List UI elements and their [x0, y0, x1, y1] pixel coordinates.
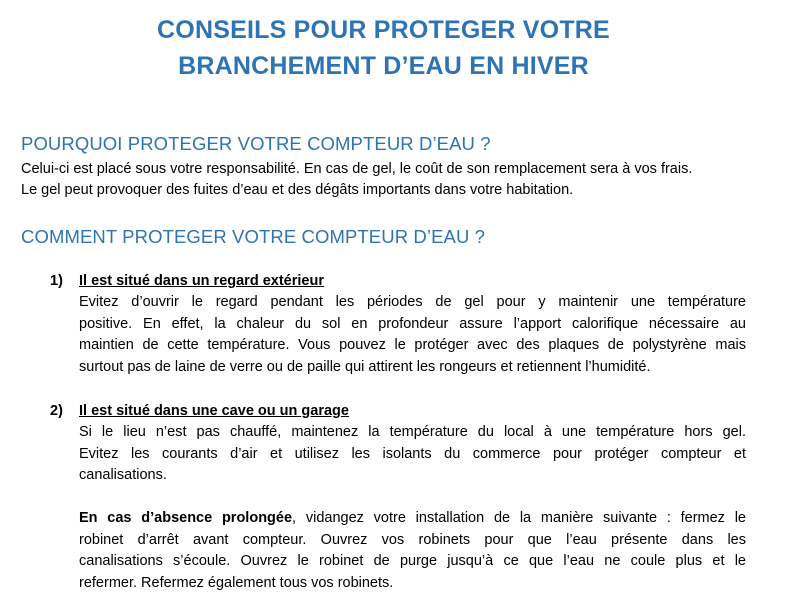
body-line: positive. En effet, la chaleur du sol en profondeur assure l’apport calorifique nécessaire au	[79, 315, 746, 332]
body-line: canalisations.	[79, 467, 167, 483]
note-line: refermer. Refermez également tous vos robinets.	[79, 574, 394, 591]
body-line: Si le lieu n’est pas chauffé, maintenez la température du local à une température hors gel.	[79, 424, 746, 440]
body-line: maintien de cette température. Vous pouvez le protéger avec des plaques de polystyrène mais	[79, 337, 746, 353]
body-line: surtout pas de laine de verre ou de paille qui attirent les rongeurs et retiennent l’humidité.	[79, 358, 651, 375]
title-line-1: CONSEILS POUR PROTEGER VOTRE	[157, 16, 610, 44]
absence-note	[79, 508, 746, 594]
body-line: Evitez d’ouvrir le regard pendant les périodes de gel pour y maintenir une température	[79, 294, 746, 310]
list-item-body	[79, 422, 746, 487]
title-line-2: BRANCHEMENT D’EAU EN HIVER	[178, 52, 589, 80]
body-line: Evitez les courants d’air et utilisez les isolants du commerce pour protéger compteur et	[79, 445, 746, 462]
section-heading-why: POURQUOI PROTEGER VOTRE COMPTEUR D’EAU ?	[21, 133, 491, 154]
note-bold-label: En cas d’absence prolongée	[79, 510, 293, 526]
list-item-body	[79, 292, 746, 378]
list-item-number: 1)	[50, 273, 63, 289]
document-title	[0, 12, 767, 84]
list-item-heading: Il est situé dans une cave ou un garage	[79, 403, 349, 419]
list-item-heading: Il est situé dans un regard extérieur	[79, 273, 324, 289]
note-line-rest: , vidangez votre installation de la manière suivante : fermez le	[292, 510, 746, 526]
note-line: canalisations s’écoule. Ouvrez le robinet de purge jusqu’à ce que l’eau ne coule plus et le	[79, 553, 746, 569]
list-item-number: 2)	[50, 403, 63, 419]
note-line: robinet d’arrêt avant compteur. Ouvrez vos robinets pour que l’eau présente dans les	[79, 531, 746, 548]
section-why-paragraph	[21, 159, 692, 201]
paragraph-line: Celui-ci est placé sous votre responsabilité. En cas de gel, le coût de son remplacement sera à vos frais.	[21, 161, 693, 177]
paragraph-line: Le gel peut provoquer des fuites d’eau et des dégâts importants dans votre habitation.	[21, 182, 574, 198]
note-line	[79, 508, 746, 530]
section-heading-how: COMMENT PROTEGER VOTRE COMPTEUR D’EAU ?	[21, 226, 486, 247]
